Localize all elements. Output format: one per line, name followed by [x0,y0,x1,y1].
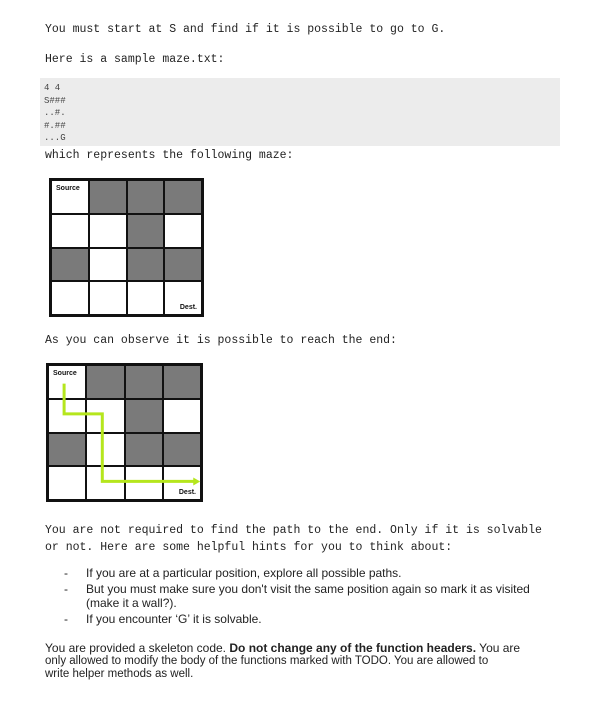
maze-open-cell [89,214,127,248]
code-line: ..#. [44,108,66,118]
maze-open-cell [89,281,127,315]
skeleton-suffix: You are [476,641,521,655]
maze-wall-cell [164,180,202,214]
hint-item [0,566,592,582]
observe-text: As you can observe it is possible to reach the end: [45,334,397,347]
skeleton-paragraph [45,642,585,681]
maze-open-cell [51,180,89,214]
maze-wall-cell [127,214,165,248]
code-line: S### [44,95,66,106]
skeleton-line3: write helper methods as well. [45,668,194,680]
maze-wall-cell [164,248,202,282]
dest-label: Dest. [178,489,196,496]
maze-open-cell [89,248,127,282]
not-required-text-line2: or not. Here are some helpful hints for you to think about: [45,541,453,554]
solution-path-overlay [48,365,201,500]
hint-item [0,582,592,612]
maze-solution-diagram [46,363,203,502]
not-required-text-line1: You are not required to find the path to the end. Only if it is solvable [45,524,542,537]
solution-arrowhead [193,477,200,485]
skeleton-line2: only allowed to modify the body of the functions marked with TODO. You are allowed to [45,655,489,667]
hint-dash: - [64,612,68,626]
hint-text: But you must make sure you don't visit the same position again so mark it as visited [86,582,530,596]
maze-diagram [49,178,204,317]
maze-open-cell [164,214,202,248]
dest-label: Dest. [179,304,197,311]
represents-text: which represents the following maze: [45,149,294,162]
maze-wall-cell [127,248,165,282]
hint-text-continued: (make it a wall?). [86,596,177,610]
maze-open-cell [51,281,89,315]
maze-open-cell [51,214,89,248]
solution-path-line [64,384,195,482]
code-line: #.## [44,120,66,131]
maze-wall-cell [51,248,89,282]
skeleton-prefix: You are provided a skeleton code. [45,641,230,655]
hint-dash: - [64,566,68,580]
hint-dash: - [64,582,68,596]
hint-text: If you encounter ‘G’ it is solvable. [86,612,262,626]
source-label: Source [53,370,77,377]
hint-item [0,612,592,628]
maze-open-cell [164,281,202,315]
hint-text: If you are at a particular position, explore all possible paths. [86,566,402,580]
sample-text: Here is a sample maze.txt: [45,53,225,66]
intro-text: You must start at S and find if it is possible to go to G. [45,23,446,36]
maze-txt-code-block [40,78,560,146]
skeleton-bold: Do not change any of the function headers. [229,641,477,655]
maze-wall-cell [89,180,127,214]
code-line: ...G [44,133,66,143]
maze-open-cell [127,281,165,315]
source-label: Source [56,185,80,192]
code-line: 4 4 [44,83,61,93]
maze-wall-cell [127,180,165,214]
